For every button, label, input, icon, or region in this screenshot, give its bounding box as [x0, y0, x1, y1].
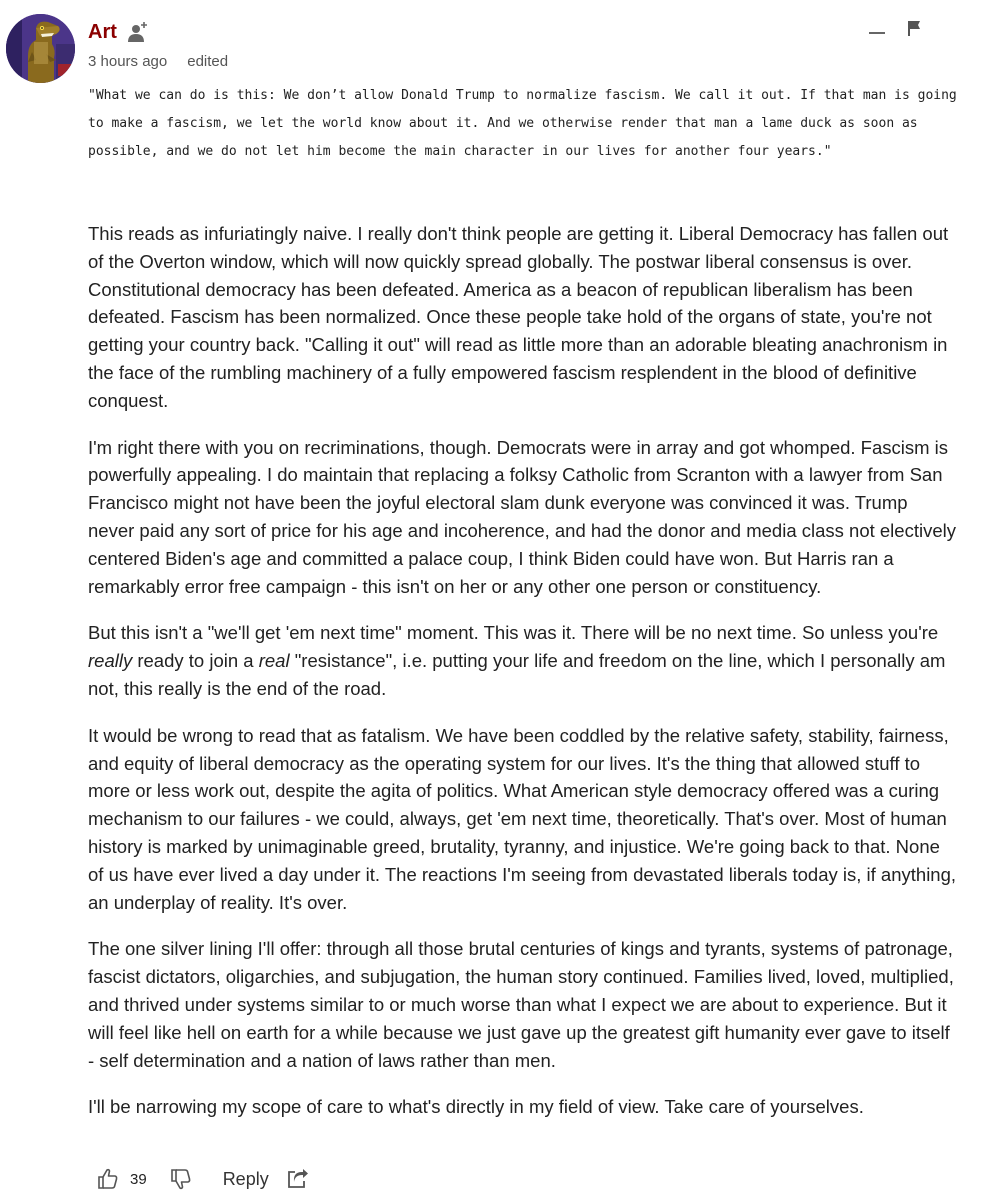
- like-count: 39: [130, 1170, 147, 1188]
- paragraph: The one silver lining I'll offer: through all those brutal centuries of kings and tyrants, systems of patronage, fascist dictators, oligarchies, and subjugation, the human story continued. Families lived, loved, multiplied, and thrived under systems similar to or much worse than what I expect we are about to experience. But it will feel like hell on earth for a while because we just gave up the greatest gift humanity ever gave to itself - self determination and a nation of laws rather than men.: [88, 938, 954, 1071]
- thumbs-up-icon[interactable]: [96, 1167, 120, 1191]
- thumbs-down-icon[interactable]: [169, 1167, 193, 1191]
- emphasis-real: real: [258, 650, 290, 672]
- text-segment: "resistance", i.e. putting your life and freedom on the line, which I personally am not, this really is the end of the road.: [88, 650, 946, 699]
- text-segment: But this isn't a "we'll get 'em next time" moment. This was it. There will be no next time. So unless you're: [88, 622, 939, 644]
- edited-label: edited: [187, 53, 229, 70]
- paragraph: It would be wrong to read that as fatalism. We have been coddled by the relative safety, stability, fairness, and equity of liberal democracy as the operating system for our lives. It's the thing that allowed stuff to more or less work out, despite the agita of politics. What American style democracy offered was a curing mechanism to our failures - we could, always, get 'em next time, theoretically. That's over. Most of human history is marked by unimaginable greed, brutality, tyranny, and injustice. We're going back to that. None of us have ever lived a day under it. The reactions I'm seeing from devastated liberals today is, if anything, an underplay of reality. It's over.: [88, 724, 957, 913]
- timestamp[interactable]: 3 hours ago: [88, 53, 168, 70]
- comment-header: [88, 16, 150, 48]
- comment-meta: [88, 52, 228, 72]
- paragraph: I'll be narrowing my scope of care to what's directly in my field of view. Take care of yourselves.: [88, 1096, 864, 1118]
- add-user-icon[interactable]: [126, 20, 150, 44]
- minus-icon[interactable]: [867, 22, 887, 42]
- author-name[interactable]: Art: [88, 20, 117, 43]
- flag-icon[interactable]: [905, 18, 923, 40]
- reply-button[interactable]: Reply: [222, 1168, 269, 1189]
- paragraph: I'm right there with you on recriminations, though. Democrats were in array and got whomped. Fascism is powerfully appealing. I do maintain that replacing a folksy Catholic from Scranton with a lawyer from San Francisco might not have been the joyful electoral slam dunk everyone was convinced it was. Trump never paid any sort of price for his age and incoherence, and had the donor and media class not electively centered Biden's age and committed a palace coup, I think Biden could have won. But Harris ran a remarkably error free campaign - this isn't on her or any other one person or constituency.: [88, 436, 956, 597]
- paragraph-with-emphasis: [88, 619, 958, 702]
- comment-actions: [96, 1164, 309, 1194]
- share-icon[interactable]: [285, 1167, 309, 1191]
- text-segment: ready to join a: [132, 650, 259, 672]
- emphasis-really: really: [88, 650, 133, 672]
- avatar-image: [6, 14, 75, 83]
- avatar[interactable]: [6, 14, 75, 83]
- quote-block: "What we can do is this: We don’t allow Donald Trump to normalize fascism. We call it out. If that man is going to make a fascism, we let the world know about it. And we otherwise render that man a lame duck as soon as possible, and we do not let him become the main character in our lives for another four years.": [88, 88, 957, 159]
- paragraph: This reads as infuriatingly naive. I really don't think people are getting it. Liberal Democracy has fallen out of the Overton window, which will now quickly spread globally. The postwar liberal consensus is over. Constitutional democracy has been defeated. America as a beacon of republican liberalism has been defeated. Fascism has been normalized. Once these people take hold of the organs of state, you're not getting your country back. "Calling it out" will read as little more than an adorable bleating anachronism in the face of the rumbling machinery of a fully empowered fascism resplendent in the blood of definitive conquest.: [88, 223, 949, 411]
- comment-body: [88, 220, 958, 1140]
